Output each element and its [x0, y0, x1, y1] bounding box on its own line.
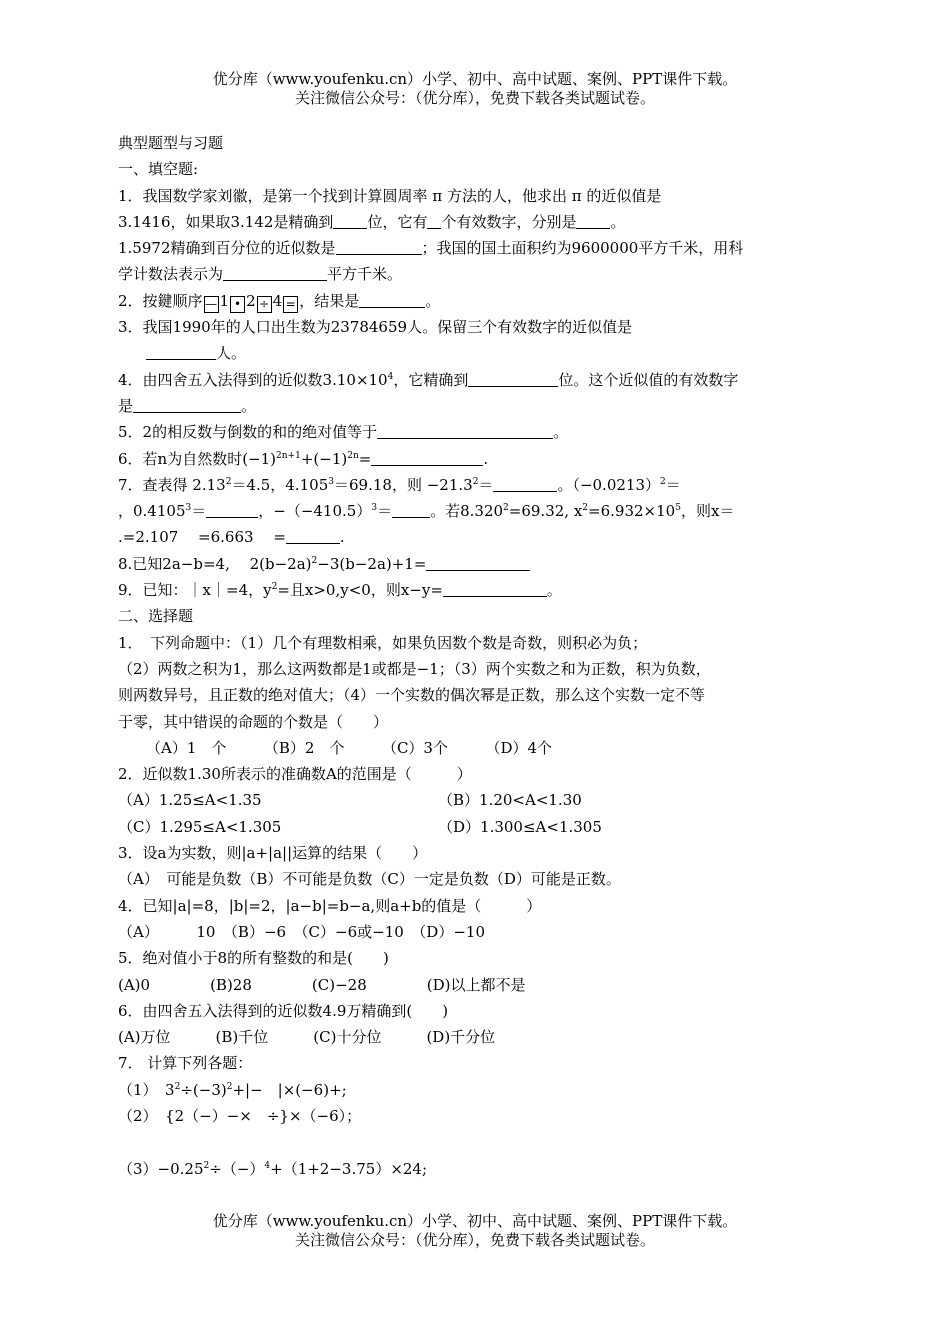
- q1-line-4: 学计数法表示为 平方千米。: [118, 265, 403, 284]
- q1-line-2: 3.1416，如果取3.142是精确到 位，它有 个有效数字，分别是 。: [118, 212, 626, 231]
- q4-line-2: 是 。: [118, 396, 257, 415]
- section-2-heading: 二、选择题: [118, 607, 194, 626]
- page-footer: [0, 1212, 950, 1250]
- q3-line-1: 3．我国1990年的人口出生数为23784659人。保留三个有效数字的近似值是: [118, 318, 633, 337]
- answer-blank[interactable]: [333, 213, 367, 229]
- q5-line: 5．2的相反数与倒数的和的绝对值等于 。: [118, 423, 569, 442]
- c5-line: 5．绝对值小于8的所有整数的和是( ): [118, 949, 389, 968]
- page-header: [0, 70, 950, 108]
- answer-blank[interactable]: [576, 213, 610, 229]
- spacer: [118, 1129, 830, 1155]
- c1-options: （A）1 个 （B）2 个 （C）3个 （D）4个: [146, 738, 553, 757]
- c6-line: 6．由四舍五入法得到的近似数4.9万精确到( ): [118, 1001, 449, 1020]
- footer-line-1: 优分库（www.youfenku.cn）小学、初中、高中试题、案例、PPT课件下载。: [212, 1212, 738, 1230]
- c5-options: (A)0 (B)28 (C)−28 (D)以上都不是: [118, 975, 526, 994]
- document-title: 典型题型与习题: [118, 134, 224, 152]
- q8-line: 8.已知2a−b=4, $2(b-2a)^2-3(b-2a)+1=$: [118, 551, 830, 577]
- q7-line-2: ，$0.4105^3=$ ，$-(-410.5)^3=$ 。若$8.320^2=69.32$, $x^2=6.932\times 10^5$，则x＝: [118, 502, 735, 521]
- c2-options-2: [118, 814, 830, 840]
- answer-blank[interactable]: [426, 555, 530, 571]
- answer-blank[interactable]: [286, 528, 340, 544]
- c4-line: 4．已知|a|=8，|b|=2，|a−b|=b−a,则a+b的值是（ ）: [118, 896, 542, 915]
- document-body: [118, 130, 830, 1182]
- option-d: （D）1.300≤A<1.305: [438, 817, 602, 836]
- header-line-2: 关注微信公众号：（优分库），免费下载各类试题试卷。: [294, 89, 655, 107]
- c7-item-3: $(3)-0.25^2\div(-)^4+(1+2-3.75)\times 24$;: [118, 1159, 428, 1178]
- footer-line-2: 关注微信公众号：（优分库），免费下载各类试题试卷。: [294, 1231, 655, 1249]
- c1-line-2: （2）两数之积为1，那么这两数都是1或都是−1；（3）两个实数之和为正数，积为负数，: [118, 659, 711, 678]
- option-b: （B）1.20<A<1.30: [438, 791, 582, 810]
- c1-line-4: 于零，其中错误的命题的个数是（ ）: [118, 712, 389, 731]
- answer-blank[interactable]: [359, 292, 425, 308]
- answer-blank[interactable]: [206, 502, 258, 518]
- key-divide: ÷: [257, 296, 272, 313]
- c7-item-1: （1） $3^2\div(-3)^2+|-$ |×(−6)+;: [118, 1080, 347, 1099]
- q2-line: 2．按鍵顺序 — 1 • 2 ÷ 4 = ，结果是 。: [118, 291, 441, 311]
- q7-line-3: .=2.107 =6.663 = .: [118, 528, 345, 547]
- q9-line: 9．已知：｜x｜=4，$y^2=$且x>0,y<0，则x−y= 。: [118, 581, 562, 600]
- answer-blank[interactable]: [468, 371, 558, 387]
- c2-options-1: [118, 787, 830, 813]
- q7-line-1: 7．查表得 $2.13^2=4.5$，$4.105^3=69.18$，则 $-21.3^2=$ 。$(-0.0213)^2=$: [118, 475, 681, 494]
- c1-line-1: 1． 下列命题中：（1）几个有理数相乘，如果负因数个数是奇数，则积必为负；: [118, 633, 648, 652]
- answer-blank[interactable]: [371, 450, 483, 466]
- c7-line: 7． 计算下列各题：: [118, 1054, 253, 1073]
- key-dot: •: [230, 296, 245, 313]
- key-minus: —: [205, 296, 218, 311]
- c1-line-3: 则两数异号，且正数的绝对值大；（4）一个实数的偶次幂是正数，那么这个实数一定不等: [118, 686, 706, 705]
- answer-blank[interactable]: [377, 423, 553, 439]
- answer-blank[interactable]: [146, 344, 216, 360]
- option-a: （A）1.25≤A<1.35: [118, 791, 262, 810]
- answer-blank[interactable]: [427, 213, 441, 229]
- c3-options: （A） 可能是负数（B）不可能是负数（C）一定是负数（D）可能是正数。: [118, 870, 621, 889]
- q3-line-2: 人。: [118, 340, 830, 366]
- option-c: （C）1.295≤A<1.305: [118, 817, 282, 836]
- q1-line-1: 1．我国数学家刘徽，是第一个找到计算圆周率 π 方法的人，他求出 π 的近似值是: [118, 186, 662, 205]
- q6-line: 6．若n为自然数时$(-1)^{2n+1}+(-1)^{2n}=$ .: [118, 449, 489, 468]
- answer-blank[interactable]: [443, 581, 547, 597]
- key-equals: =: [283, 296, 298, 313]
- c3-line: 3．设a为实数，则|a+|a||运算的结果（ ）: [118, 844, 428, 863]
- q1-line-3: 1.5972精确到百分位的近似数是 ；我国的国土面积约为9600000平方千米，用科: [118, 239, 744, 258]
- header-line-1: 优分库（www.youfenku.cn）小学、初中、高中试题、案例、PPT课件下载。: [212, 70, 738, 88]
- answer-blank[interactable]: [133, 397, 241, 413]
- q4-line-1: 4．由四舍五入法得到的近似数$3.10\times 10^4$，它精确到 位。这个近似值的有效数字: [118, 370, 739, 389]
- answer-blank[interactable]: [493, 476, 557, 492]
- c4-options: （A） 10 （B）−6 （C）−6或−10 （D）−10: [118, 922, 485, 941]
- answer-blank[interactable]: [223, 265, 327, 281]
- c2-line: 2．近似数1.30所表示的准确数A的范围是（ ）: [118, 765, 472, 784]
- answer-blank[interactable]: [336, 239, 422, 255]
- c6-options: (A)万位 (B)千位 (C)十分位 (D)千分位: [118, 1028, 496, 1047]
- c7-item-2: （2） {2（−）−× ÷}×（−6）；: [118, 1106, 362, 1125]
- section-1-heading: 一、填空题:: [118, 160, 199, 179]
- answer-blank[interactable]: [392, 502, 430, 518]
